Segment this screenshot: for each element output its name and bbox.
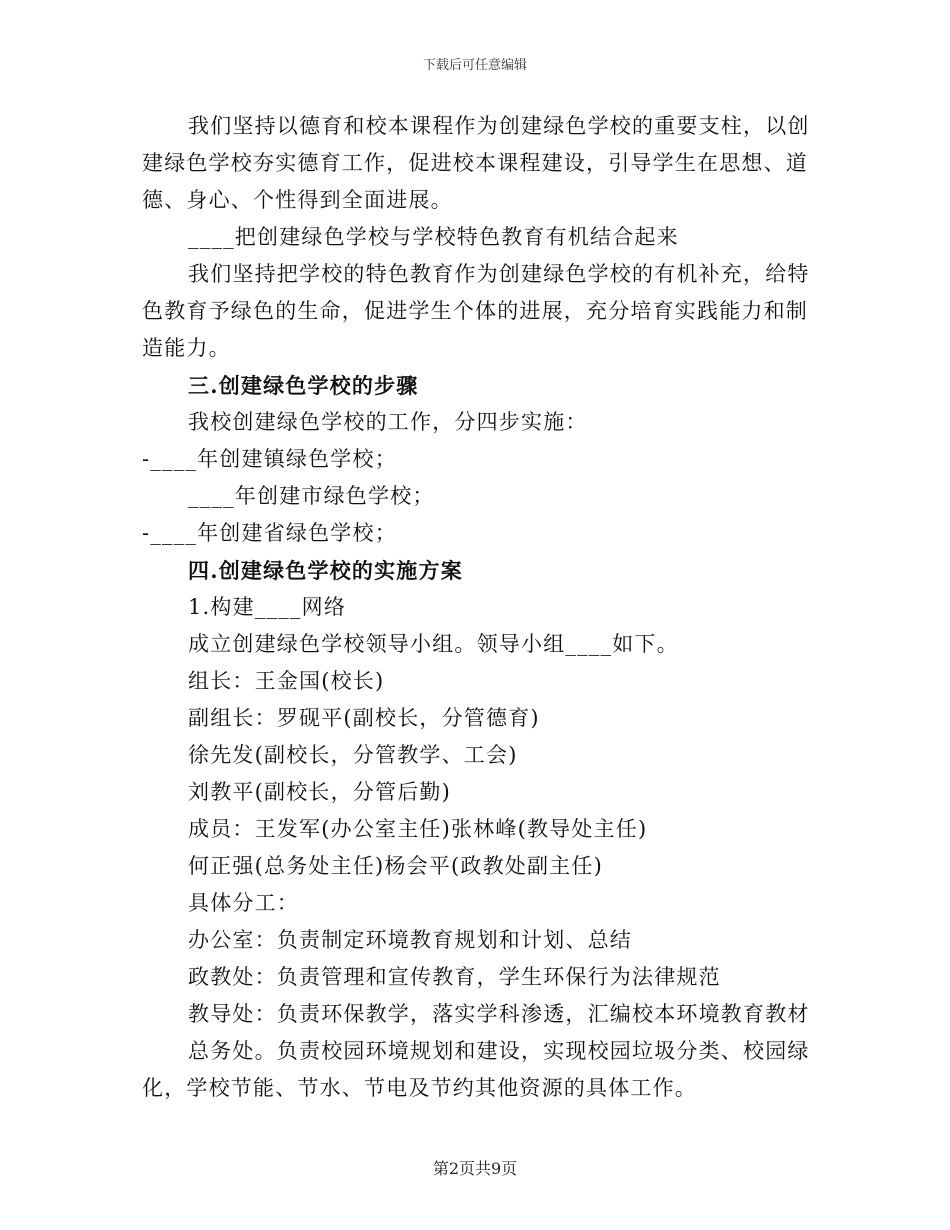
list-item: 成员：王发军(办公室主任)张林峰(教导处主任) xyxy=(188,817,648,841)
list-item: 徐先发(副校长，分管教学、工会) xyxy=(188,743,518,767)
list-item: 教导处：负责环保教学，落实学科渗透，汇编校本环境教育教材 xyxy=(188,1002,810,1026)
document-body xyxy=(142,108,810,1107)
list-item: -____年创建省绿色学校； xyxy=(142,521,397,545)
list-item: -____年创建镇绿色学校； xyxy=(142,447,397,471)
list-item: 组长：王金国(校长) xyxy=(188,669,385,693)
list-item: 副组长：罗砚平(副校长，分管德育) xyxy=(188,706,540,730)
subsection-heading: 1.构建____网络 xyxy=(188,595,347,619)
body-line: ____把创建绿色学校与学校特色教育有机结合起来 xyxy=(188,225,679,249)
page-header: 下载后可任意编辑 xyxy=(422,58,527,73)
body-line: 我校创建绿色学校的工作，分四步实施： xyxy=(188,410,588,434)
body-line: 成立创建绿色学校领导小组。领导小组____如下。 xyxy=(188,632,679,656)
body-paragraph: 我们坚持以德育和校本课程作为创建绿色学校的重要支柱，以创建绿色学校夯实德育工作，促进校本课程建设，引导学生在思想、道德、身心、个性得到全面进展。 xyxy=(142,114,810,212)
section-heading: 四.创建绿色学校的实施方案 xyxy=(188,558,463,583)
list-item: ____年创建市绿色学校； xyxy=(188,484,435,508)
list-item: 政教处：负责管理和宣传教育，学生环保行为法律规范 xyxy=(188,965,721,989)
list-item: 何正强(总务处主任)杨会平(政教处副主任) xyxy=(188,854,603,878)
list-item: 办公室：负责制定环境教育规划和计划、总结 xyxy=(188,928,632,952)
section-heading: 三.创建绿色学校的步骤 xyxy=(188,373,419,398)
body-line: 具体分工： xyxy=(188,891,299,915)
body-paragraph: 总务处。负责校园环境规划和建设，实现校园垃圾分类、校园绿化，学校节能、节水、节电及节约其他资源的具体工作。 xyxy=(142,1039,810,1100)
list-item: 刘教平(副校长，分管后勤) xyxy=(188,780,451,804)
body-paragraph: 我们坚持把学校的特色教育作为创建绿色学校的有机补充，给特色教育予绿色的生命，促进学生个体的进展，充分培育实践能力和制造能力。 xyxy=(142,262,810,360)
page-footer: 第2页共9页 xyxy=(432,1159,518,1178)
